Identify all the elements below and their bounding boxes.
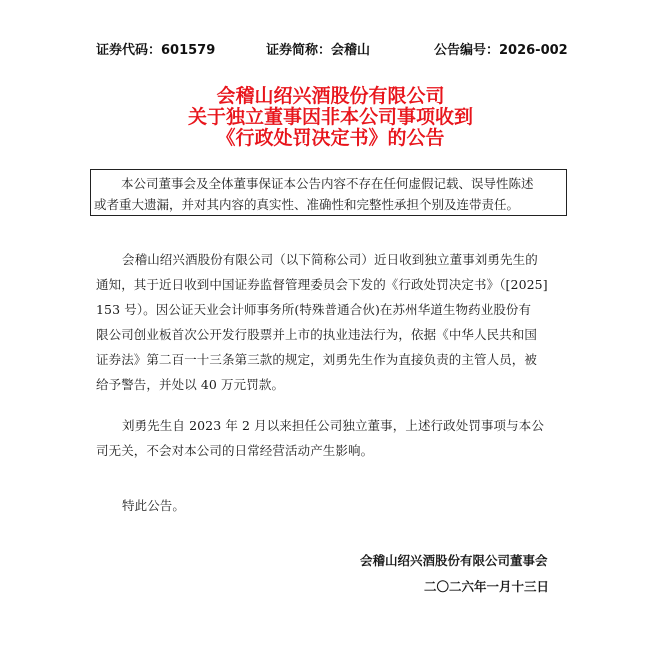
paragraph-line: 153 号）。因公证天业会计师事务所(特殊普通合伙)在苏州华道生物药业股份有: [96, 302, 532, 317]
paragraph-line: 证券法》第二百一十三条第三款的规定，刘勇先生作为直接负责的主管人员，被: [96, 352, 538, 367]
board-guarantee-notice: [90, 169, 567, 216]
paragraph-line: 司无关，不会对本公司的日常经营活动产生影响。: [96, 443, 374, 458]
paragraph-line: 刘勇先生自 2023 年 2 月以来担任公司独立董事，上述行政处罚事项与本公: [122, 418, 544, 433]
title-subject: 关于独立董事因非本公司事项收到: [187, 106, 473, 128]
closing-statement: 特此公告。: [122, 498, 186, 513]
notice-line: 或者重大遗漏，并对其内容的真实性、准确性和完整性承担个别及连带责任。: [94, 197, 520, 212]
signature-date: 二〇二六年一月十三日: [424, 579, 550, 594]
signature-company: 会稽山绍兴酒股份有限公司董事会: [360, 553, 548, 568]
paragraph-line: 给予警告，并处以 40 万元罚款。: [96, 377, 285, 392]
stock-short-name: 证券简称：会稽山: [266, 43, 371, 58]
paragraph-line: 限公司创业板首次公开发行股票并上市的执业违法行为，依据《中华人民共和国: [96, 327, 538, 342]
announcement-header: [0, 42, 661, 60]
paragraph-line: 通知，其于近日收到中国证券监督管理委员会下发的《行政处罚决定书》（[2025]: [96, 277, 548, 292]
announcement-number: 公告编号：2026-002: [434, 43, 568, 58]
stock-code: 证券代码：601579: [96, 43, 216, 58]
title-document: 《行政处罚决定书》的公告: [216, 127, 445, 149]
notice-line: 本公司董事会及全体董事保证本公告内容不存在任何虚假记载、误导性陈述: [121, 176, 534, 191]
title-company: 会稽山绍兴酒股份有限公司: [216, 85, 445, 107]
paragraph-line: 会稽山绍兴酒股份有限公司（以下简称公司）近日收到独立董事刘勇先生的: [122, 252, 538, 267]
